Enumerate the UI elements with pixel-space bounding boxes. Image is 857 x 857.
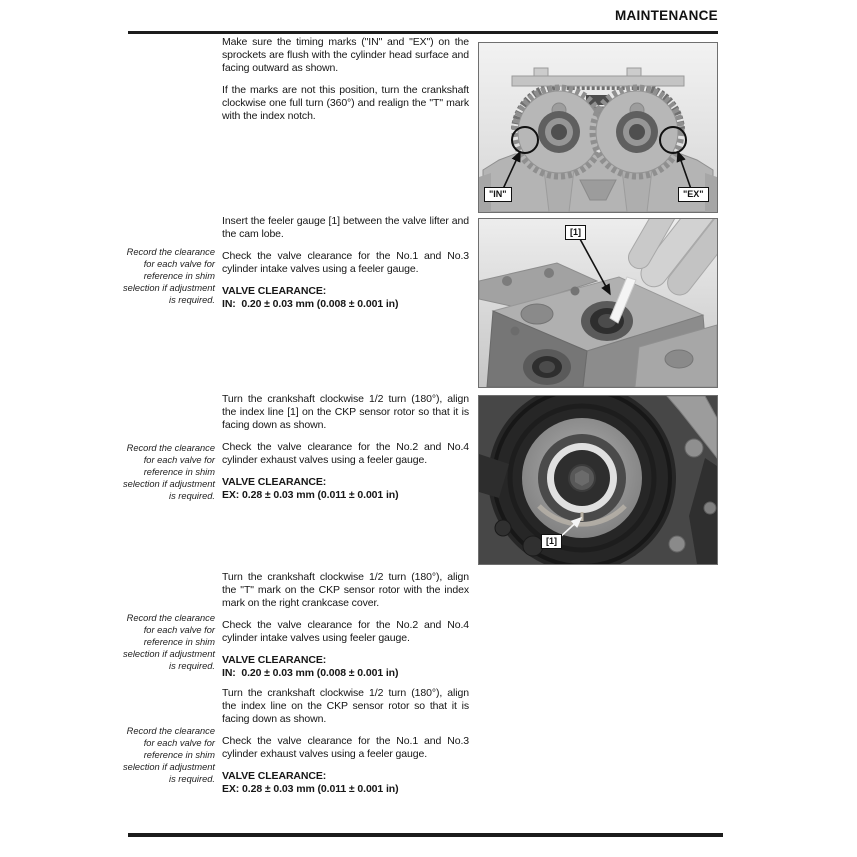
margin-note: Record the clearance for each valve for reference in shim selection if adjustment is required. [123,726,215,784]
instruction-paragraph: Insert the feeler gauge [1] between the valve lifter and the cam lobe. [222,215,469,240]
instruction-paragraph: Check the valve clearance for the No.2 and No.4 cylinder exhaust valves using a feeler gauge. [222,441,469,466]
valve-clearance-heading: VALVE CLEARANCE: [222,770,327,782]
instruction-paragraph: Turn the crankshaft clockwise 1/2 turn (180°), align the index line on the CKP sensor rotor so that it is facing down as shown. [222,687,469,725]
valve-clearance-value: EX: 0.28 ± 0.03 mm (0.011 ± 0.001 in) [222,489,399,501]
margin-note: Record the clearance for each valve for reference in shim selection if adjustment is required. [123,247,215,305]
section-exhaust-2-4-text [222,393,469,502]
feeler-gauge-photo [479,219,717,387]
header-rule [128,31,718,34]
instruction-paragraph: If the marks are not this position, turn the crankshaft clockwise one full turn (360°) and realign the "T" mark with the index notch. [222,84,469,122]
instruction-paragraph: Turn the crankshaft clockwise 1/2 turn (180°), align the index line [1] on the CKP sensor rotor so that it is facing down as shown. [222,393,469,431]
footer-rule [128,833,723,837]
instruction-paragraph: Check the valve clearance for the No.2 and No.4 cylinder intake valves using feeler gauge. [222,619,469,644]
instruction-paragraph: Check the valve clearance for the No.1 and No.3 cylinder exhaust valves using a feeler gauge. [222,735,469,760]
valve-clearance-heading: VALVE CLEARANCE: [222,285,327,297]
section-timing-marks-text [222,36,469,132]
instruction-paragraph: Make sure the timing marks ("IN" and "EX") on the sprockets are flush with the cylinder head surface and facing outward as shown. [222,36,469,74]
section-exhaust-1-3-text [222,687,469,796]
ckp-rotor-photo [479,396,717,564]
margin-note: Record the clearance for each valve for reference in shim selection if adjustment is required. [123,613,215,671]
margin-note: Record the clearance for each valve for reference in shim selection if adjustment is required. [123,443,215,501]
valve-clearance-heading: VALVE CLEARANCE: [222,476,327,488]
figure-feeler-gauge [478,218,718,388]
figure-cam-sprockets [478,42,718,213]
callout-1: [1] [541,534,562,549]
valve-clearance-heading: VALVE CLEARANCE: [222,654,327,666]
section-intake-2-4-text [222,571,469,680]
instruction-paragraph: Check the valve clearance for the No.1 and No.3 cylinder intake valves using a feeler gauge. [222,250,469,275]
instruction-paragraph: Turn the crankshaft clockwise 1/2 turn (180°), align the "T" mark on the CKP sensor rotor with the index mark on the right crankcase cover. [222,571,469,609]
section-intake-1-3-text [222,215,469,311]
page-title: MAINTENANCE [614,8,718,23]
valve-clearance-value: IN: 0.20 ± 0.03 mm (0.008 ± 0.001 in) [222,298,399,310]
callout-ex: "EX" [678,187,709,202]
figure-ckp-rotor [478,395,718,565]
valve-clearance-value: IN: 0.20 ± 0.03 mm (0.008 ± 0.001 in) [222,667,399,679]
callout-1: [1] [565,225,586,240]
valve-clearance-value: EX: 0.28 ± 0.03 mm (0.011 ± 0.001 in) [222,783,399,795]
callout-in: "IN" [484,187,512,202]
